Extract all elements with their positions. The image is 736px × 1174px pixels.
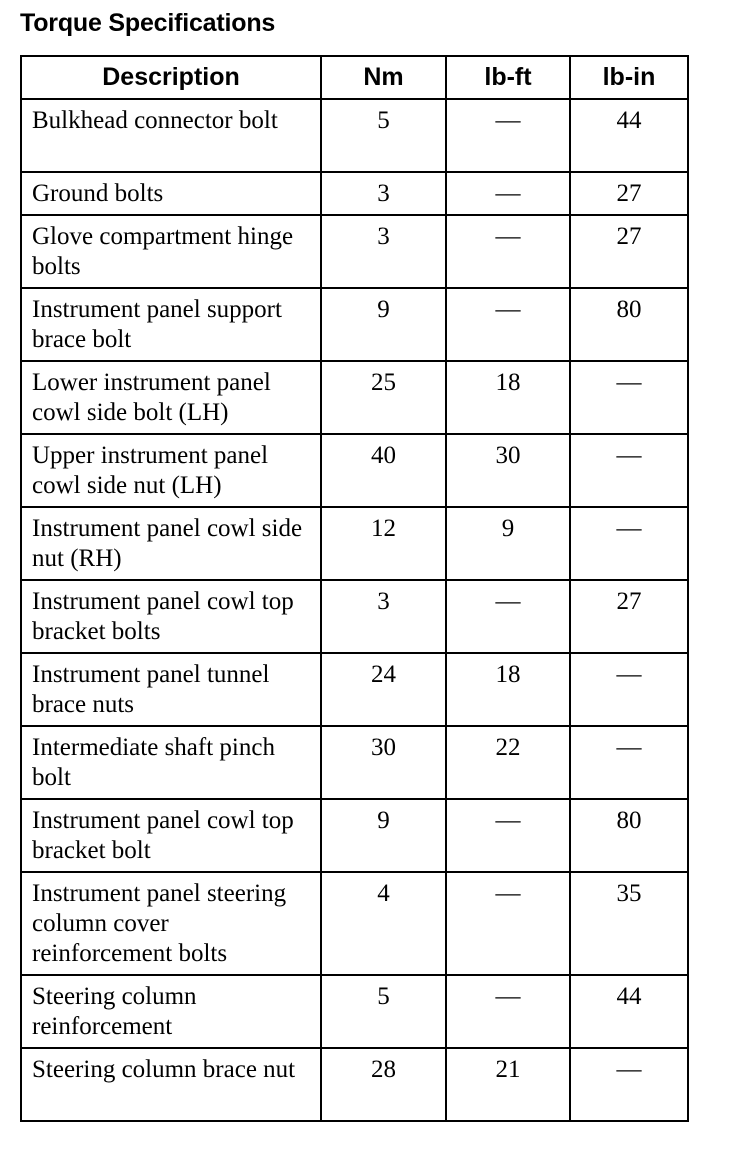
column-header-nm: Nm — [321, 56, 446, 99]
description-cell: Instrument panel cowl top bracket bolt — [21, 799, 321, 872]
table-header-row — [21, 56, 688, 99]
lbin-cell: — — [570, 726, 688, 799]
column-header-lbin: lb-in — [570, 56, 688, 99]
lbin-cell: 80 — [570, 288, 688, 361]
table-row — [21, 975, 688, 1048]
lbft-cell: — — [446, 975, 570, 1048]
column-header-description: Description — [21, 56, 321, 99]
lbin-cell: 27 — [570, 172, 688, 215]
nm-cell: 40 — [321, 434, 446, 507]
lbft-cell: 18 — [446, 653, 570, 726]
nm-cell: 3 — [321, 172, 446, 215]
description-cell: Steering column reinforcement — [21, 975, 321, 1048]
lbin-cell: — — [570, 507, 688, 580]
lbin-cell: — — [570, 1048, 688, 1121]
lbin-cell: 27 — [570, 215, 688, 288]
lbft-cell: — — [446, 215, 570, 288]
table-row — [21, 215, 688, 288]
lbft-cell: — — [446, 872, 570, 975]
lbin-cell: 44 — [570, 99, 688, 172]
lbft-cell: 9 — [446, 507, 570, 580]
lbft-cell: — — [446, 580, 570, 653]
torque-specifications-table — [20, 55, 689, 1122]
table-row — [21, 507, 688, 580]
column-header-lbft: lb-ft — [446, 56, 570, 99]
nm-cell: 9 — [321, 288, 446, 361]
lbft-cell: 22 — [446, 726, 570, 799]
table-row — [21, 580, 688, 653]
lbft-cell: — — [446, 172, 570, 215]
nm-cell: 4 — [321, 872, 446, 975]
table-row — [21, 434, 688, 507]
lbft-cell: — — [446, 288, 570, 361]
lbin-cell: 35 — [570, 872, 688, 975]
description-cell: Steering column brace nut — [21, 1048, 321, 1121]
table-row — [21, 799, 688, 872]
table-row — [21, 872, 688, 975]
description-cell: Instrument panel cowl top bracket bolts — [21, 580, 321, 653]
table-row — [21, 726, 688, 799]
lbin-cell: 27 — [570, 580, 688, 653]
table-row — [21, 653, 688, 726]
lbin-cell: 44 — [570, 975, 688, 1048]
nm-cell: 12 — [321, 507, 446, 580]
lbin-cell: 80 — [570, 799, 688, 872]
nm-cell: 24 — [321, 653, 446, 726]
lbft-cell: — — [446, 99, 570, 172]
nm-cell: 30 — [321, 726, 446, 799]
nm-cell: 3 — [321, 580, 446, 653]
description-cell: Upper instrument panel cowl side nut (LH) — [21, 434, 321, 507]
nm-cell: 5 — [321, 99, 446, 172]
table-row — [21, 1048, 688, 1121]
table-row — [21, 361, 688, 434]
description-cell: Ground bolts — [21, 172, 321, 215]
lbin-cell: — — [570, 434, 688, 507]
nm-cell: 5 — [321, 975, 446, 1048]
table-row — [21, 99, 688, 172]
lbin-cell: — — [570, 361, 688, 434]
nm-cell: 9 — [321, 799, 446, 872]
lbft-cell: 30 — [446, 434, 570, 507]
page-title: Torque Specifications — [20, 9, 276, 37]
lbft-cell: 18 — [446, 361, 570, 434]
description-cell: Intermediate shaft pinch bolt — [21, 726, 321, 799]
description-cell: Instrument panel tunnel brace nuts — [21, 653, 321, 726]
lbin-cell: — — [570, 653, 688, 726]
nm-cell: 3 — [321, 215, 446, 288]
table-row — [21, 288, 688, 361]
lbft-cell: — — [446, 799, 570, 872]
description-cell: Instrument panel steering column cover reinforcement bolts — [21, 872, 321, 975]
description-cell: Bulkhead connector bolt — [21, 99, 321, 172]
nm-cell: 25 — [321, 361, 446, 434]
nm-cell: 28 — [321, 1048, 446, 1121]
description-cell: Instrument panel cowl side nut (RH) — [21, 507, 321, 580]
table-row — [21, 172, 688, 215]
description-cell: Lower instrument panel cowl side bolt (LH) — [21, 361, 321, 434]
lbft-cell: 21 — [446, 1048, 570, 1121]
description-cell: Instrument panel support brace bolt — [21, 288, 321, 361]
description-cell: Glove compartment hinge bolts — [21, 215, 321, 288]
